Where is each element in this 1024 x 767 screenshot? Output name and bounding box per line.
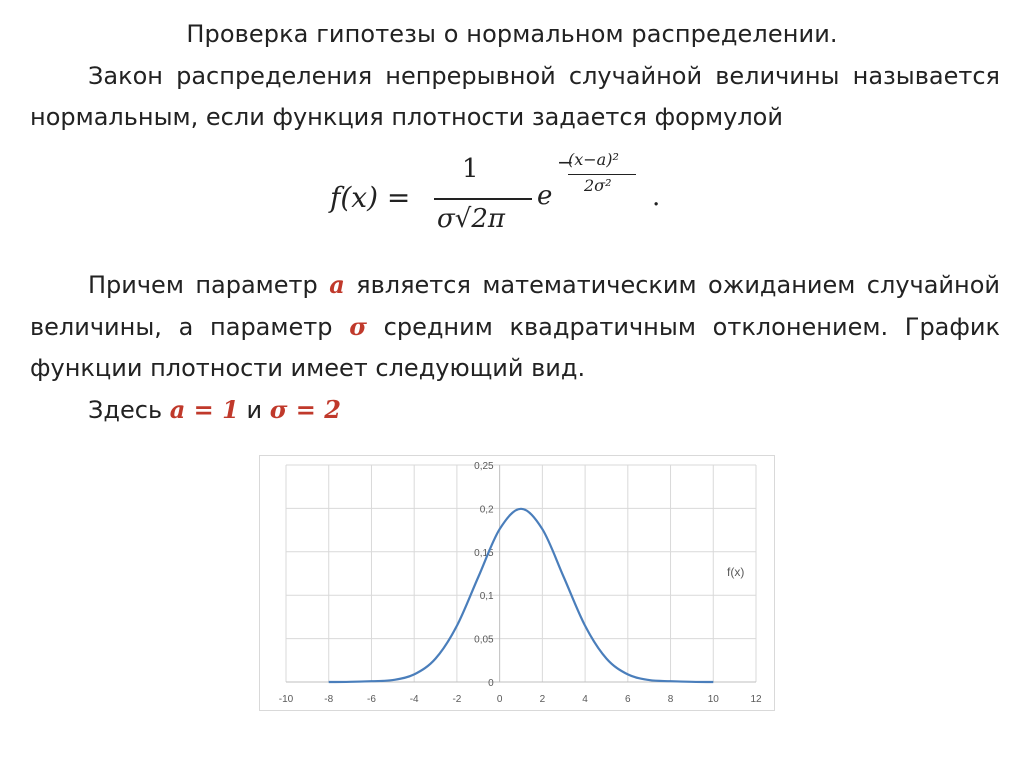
x-tick-label: -4 (409, 694, 419, 705)
density-chart (259, 455, 775, 711)
parameters-text-1: Причем параметр (88, 271, 318, 299)
definition-paragraph (30, 56, 1000, 138)
y-tick-label: 0,1 (479, 591, 494, 603)
y-tick-label: 0 (488, 678, 494, 689)
x-tick-label: 2 (539, 694, 546, 705)
value-sigma: σ = 2 (269, 395, 341, 424)
formula-lhs: f(x) = (330, 181, 411, 214)
formula-exponent-numerator: (x−a)² (568, 150, 619, 169)
parameters-text-3: средним квадратичным отклонением. График функции плотности имеет следующий вид. (30, 313, 1000, 382)
parameters-text-2: является математическим ожиданием случайной величины, а параметр (30, 271, 1000, 341)
formula-exponent-bar (568, 174, 636, 175)
y-tick-label: 0,05 (474, 634, 494, 646)
density-chart-svg (260, 456, 774, 710)
x-tick-label: 10 (707, 694, 719, 705)
formula-denominator: σ√2π (437, 204, 505, 234)
formula-end: . (652, 182, 661, 212)
parameters-paragraph (30, 264, 1000, 431)
formula-exponent-sign: − (557, 150, 574, 174)
formula-numerator: 1 (462, 154, 479, 184)
x-tick-label: 6 (625, 694, 631, 705)
y-tick-label: 0,25 (474, 461, 494, 472)
value-a: a = 1 (169, 395, 239, 424)
definition-text: Закон распределения непрерывной случайной величины называется нормальным, если функция плотности задается формулой (30, 62, 1000, 131)
x-tick-label: -8 (324, 694, 334, 705)
x-tick-label: -6 (367, 694, 376, 705)
x-tick-label: -10 (278, 694, 294, 705)
x-tick-label: 0 (496, 694, 503, 705)
slide-title: Проверка гипотезы о нормальном распределении. (186, 20, 838, 48)
x-tick-label: -2 (452, 694, 462, 705)
x-tick-label: 4 (582, 694, 588, 705)
x-tick-label: 12 (750, 694, 762, 705)
y-tick-label: 0,15 (474, 547, 494, 559)
values-conjunction: и (246, 396, 263, 424)
formula-exponent-denominator: 2σ² (584, 176, 612, 195)
y-tick-label: 0,2 (479, 504, 494, 516)
param-sigma: σ (349, 312, 367, 341)
param-a: a (329, 270, 345, 299)
x-tick-label: 8 (667, 694, 674, 705)
values-prefix: Здесь (88, 396, 163, 424)
series-label: f(x) (727, 565, 745, 579)
formula-fraction-bar (434, 198, 532, 200)
formula-exponent-base: e (537, 181, 553, 211)
density-formula (330, 150, 690, 250)
